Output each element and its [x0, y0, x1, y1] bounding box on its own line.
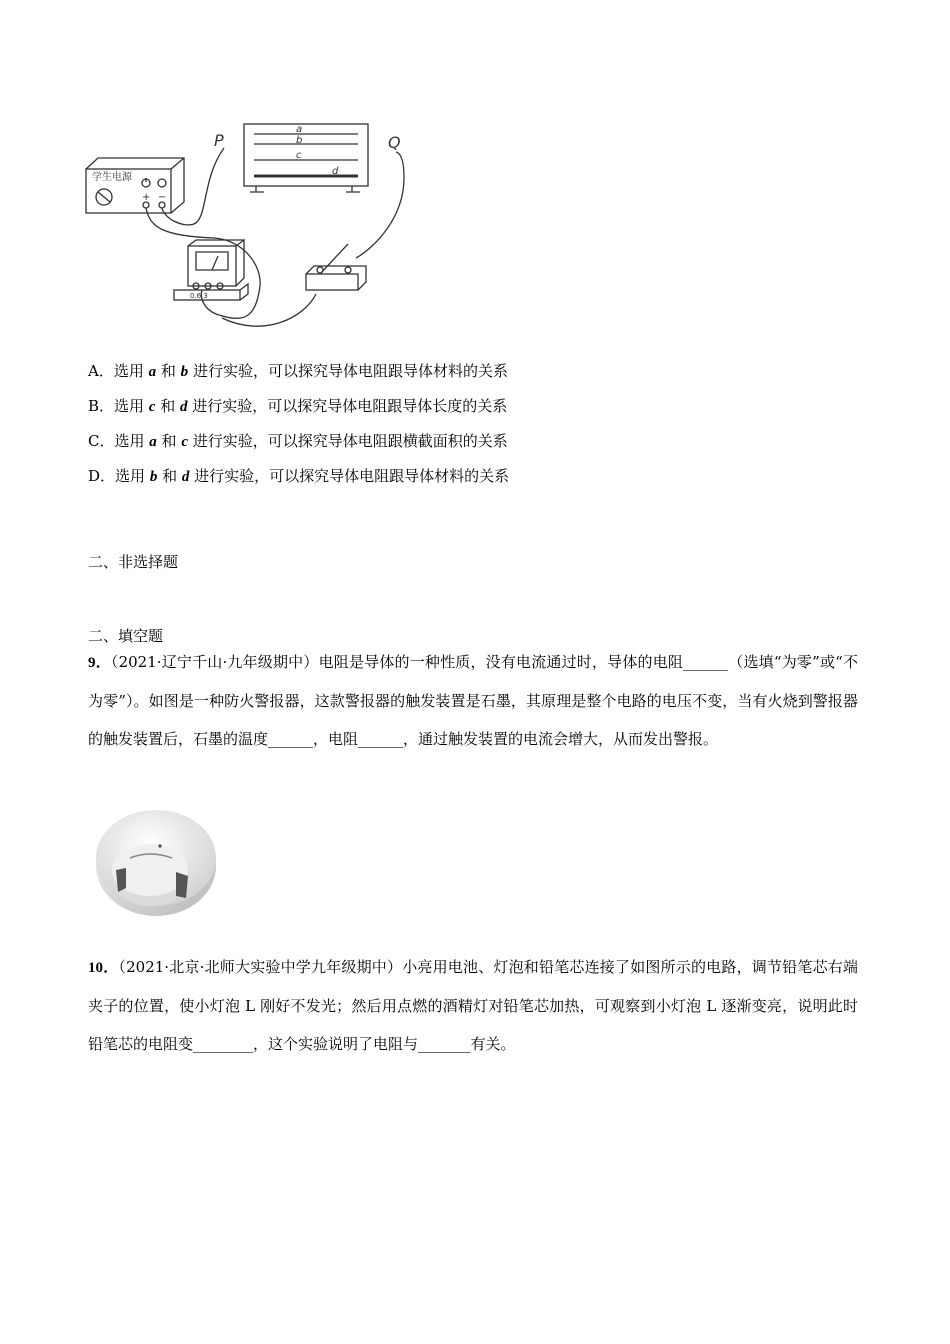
question-text: 电阻是导体的一种性质，没有电流通过时，导体的电阻______（选填“为零”或“不为零”）。如图是一种防火警报器，这款警报器的触发装置是石墨，其原理是整个电路的电压不变，当有火烧到警报器的触发装置后，石墨的温度______，电阻______，通过触发装置的电流会增大，从而发出警报。	[88, 653, 858, 748]
option-b: B．选用 c 和 d 进行实验，可以探究导体电阻跟导体长度的关系	[88, 397, 508, 415]
circuit-diagram	[84, 118, 414, 346]
section-heading-nonchoice: 二、非选择题	[88, 553, 179, 571]
power-label: 学生电源	[92, 172, 132, 183]
question-number: 9．	[88, 655, 111, 671]
wire-label-d: d	[332, 166, 339, 177]
option-d: D．选用 b 和 d 进行实验，可以探究导体电阻跟导体材料的关系	[88, 467, 510, 485]
label-q: Q	[388, 133, 401, 152]
question-number: 10．	[88, 960, 119, 976]
wire-label-c: c	[296, 150, 302, 161]
wire-to-switch-left	[222, 294, 316, 326]
wire-label-a: a	[296, 124, 303, 135]
smoke-detector-image	[92, 800, 222, 922]
label-p: P	[214, 131, 224, 150]
section-heading-fill: 二、填空题	[88, 627, 164, 645]
question-source: （2021·辽宁千山·九年级期中）	[110, 653, 319, 671]
question-10	[88, 948, 858, 1063]
option-c: C．选用 a 和 c 进行实验，可以探究导体电阻跟横截面积的关系	[88, 432, 508, 450]
ammeter-terminal-labels: 0.6 3	[190, 292, 208, 300]
question-9	[88, 643, 858, 758]
power-minus-label: −	[158, 192, 167, 203]
wire-to-q	[356, 152, 404, 258]
wire-label-b: b	[296, 135, 303, 146]
question-text: 小亮用电池、灯泡和铅笔芯连接了如图所示的电路，调节铅笔芯右端夹子的位置，使小灯泡 L 刚好不发光；然后用点燃的酒精灯对铅笔芯加热，可观察到小灯泡 L 逐渐变亮，说明此时铅笔芯的电阻变________，这个实验说明了电阻与_______有关。	[88, 958, 858, 1053]
wire-to-ammeter	[146, 208, 260, 318]
power-plus-label: +	[142, 192, 151, 203]
question-source: （2021·北京·北师大实验中学九年级期中）	[118, 958, 403, 976]
switch	[306, 274, 358, 290]
option-a: A．选用 a 和 b 进行实验，可以探究导体电阻跟导体材料的关系	[88, 362, 508, 380]
